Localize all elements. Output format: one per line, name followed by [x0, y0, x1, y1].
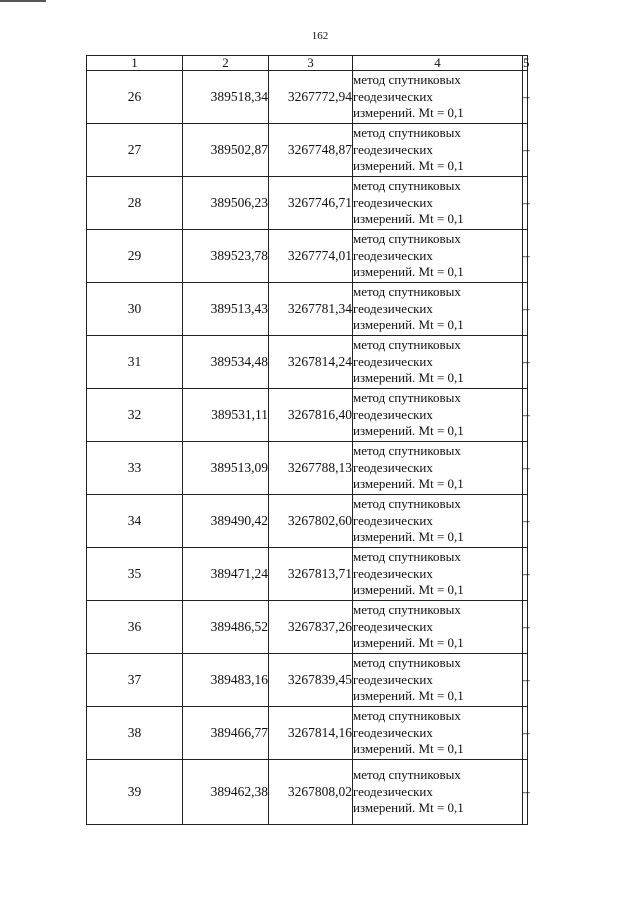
point-number-cell: 35 — [87, 548, 183, 601]
point-number-cell: 39 — [87, 760, 183, 825]
method-cell: метод спутниковых геодезических измерений. Mt = 0,1 — [353, 124, 523, 177]
page-number: 162 — [311, 30, 329, 42]
y-coordinate-cell: 3267772,94 — [269, 71, 353, 124]
method-cell: метод спутниковых геодезических измерений. Mt = 0,1 — [353, 495, 523, 548]
point-number-cell: 29 — [87, 230, 183, 283]
method-cell: метод спутниковых геодезических измерений. Mt = 0,1 — [353, 601, 523, 654]
x-coordinate-cell: 389534,48 — [183, 336, 269, 389]
y-coordinate-cell: 3267814,24 — [269, 336, 353, 389]
y-coordinate-cell: 3267839,45 — [269, 654, 353, 707]
point-number-cell: 37 — [87, 654, 183, 707]
note-cell: – — [523, 389, 528, 442]
x-coordinate-cell: 389513,09 — [183, 442, 269, 495]
note-cell: – — [523, 336, 528, 389]
method-cell: метод спутниковых геодезических измерений. Mt = 0,1 — [353, 283, 523, 336]
method-cell: метод спутниковых геодезических измерений. Mt = 0,1 — [353, 389, 523, 442]
method-cell: метод спутниковых геодезических измерений. Mt = 0,1 — [353, 336, 523, 389]
table-row — [87, 336, 528, 389]
y-coordinate-cell: 3267774,01 — [269, 230, 353, 283]
note-cell: – — [523, 707, 528, 760]
note-cell: – — [523, 654, 528, 707]
header-col-3: 3 — [269, 56, 353, 71]
point-number-cell: 27 — [87, 124, 183, 177]
point-number-cell: 31 — [87, 336, 183, 389]
table-row — [87, 548, 528, 601]
note-cell: – — [523, 71, 528, 124]
table-row — [87, 707, 528, 760]
point-number-cell: 33 — [87, 442, 183, 495]
y-coordinate-cell: 3267802,60 — [269, 495, 353, 548]
method-cell: метод спутниковых геодезических измерений. Mt = 0,1 — [353, 707, 523, 760]
method-cell: метод спутниковых геодезических измерений. Mt = 0,1 — [353, 71, 523, 124]
point-number-cell: 36 — [87, 601, 183, 654]
header-col-2: 2 — [183, 56, 269, 71]
x-coordinate-cell: 389506,23 — [183, 177, 269, 230]
table-body — [87, 71, 528, 825]
point-number-cell: 32 — [87, 389, 183, 442]
x-coordinate-cell: 389502,87 — [183, 124, 269, 177]
y-coordinate-cell: 3267788,13 — [269, 442, 353, 495]
x-coordinate-cell: 389513,43 — [183, 283, 269, 336]
header-col-1: 1 — [87, 56, 183, 71]
x-coordinate-cell: 389483,16 — [183, 654, 269, 707]
method-cell: метод спутниковых геодезических измерений. Mt = 0,1 — [353, 442, 523, 495]
point-number-cell: 28 — [87, 177, 183, 230]
y-coordinate-cell: 3267814,16 — [269, 707, 353, 760]
y-coordinate-cell: 3267746,71 — [269, 177, 353, 230]
table-row — [87, 124, 528, 177]
note-cell: – — [523, 760, 528, 825]
method-cell: метод спутниковых геодезических измерений. Mt = 0,1 — [353, 654, 523, 707]
point-number-cell: 30 — [87, 283, 183, 336]
table-row — [87, 654, 528, 707]
y-coordinate-cell: 3267813,71 — [269, 548, 353, 601]
table-row — [87, 283, 528, 336]
table-row — [87, 442, 528, 495]
note-cell: – — [523, 177, 528, 230]
table-row — [87, 601, 528, 654]
x-coordinate-cell: 389471,24 — [183, 548, 269, 601]
table-header-row — [87, 56, 528, 71]
method-cell: метод спутниковых геодезических измерений. Mt = 0,1 — [353, 760, 523, 825]
header-col-4: 4 — [353, 56, 523, 71]
y-coordinate-cell: 3267748,87 — [269, 124, 353, 177]
x-coordinate-cell: 389518,34 — [183, 71, 269, 124]
table-row — [87, 177, 528, 230]
note-cell: – — [523, 230, 528, 283]
x-coordinate-cell: 389531,11 — [183, 389, 269, 442]
point-number-cell: 34 — [87, 495, 183, 548]
x-coordinate-cell: 389466,77 — [183, 707, 269, 760]
method-cell: метод спутниковых геодезических измерений. Mt = 0,1 — [353, 548, 523, 601]
y-coordinate-cell: 3267781,34 — [269, 283, 353, 336]
x-coordinate-cell: 389486,52 — [183, 601, 269, 654]
note-cell: – — [523, 495, 528, 548]
note-cell: – — [523, 548, 528, 601]
x-coordinate-cell: 389523,78 — [183, 230, 269, 283]
corner-scan-mark — [0, 0, 46, 2]
y-coordinate-cell: 3267808,02 — [269, 760, 353, 825]
table-row — [87, 389, 528, 442]
y-coordinate-cell: 3267816,40 — [269, 389, 353, 442]
x-coordinate-cell: 389462,38 — [183, 760, 269, 825]
x-coordinate-cell: 389490,42 — [183, 495, 269, 548]
header-col-5: 5 — [523, 55, 530, 70]
coordinates-table — [86, 55, 528, 825]
point-number-cell: 38 — [87, 707, 183, 760]
method-cell: метод спутниковых геодезических измерений. Mt = 0,1 — [353, 177, 523, 230]
table-row — [87, 495, 528, 548]
note-cell: – — [523, 442, 528, 495]
table-row — [87, 71, 528, 124]
note-cell: – — [523, 124, 528, 177]
method-cell: метод спутниковых геодезических измерений. Mt = 0,1 — [353, 230, 523, 283]
point-number-cell: 26 — [87, 71, 183, 124]
note-cell: – — [523, 283, 528, 336]
table-row — [87, 760, 528, 825]
note-cell: – — [523, 601, 528, 654]
y-coordinate-cell: 3267837,26 — [269, 601, 353, 654]
table-row — [87, 230, 528, 283]
